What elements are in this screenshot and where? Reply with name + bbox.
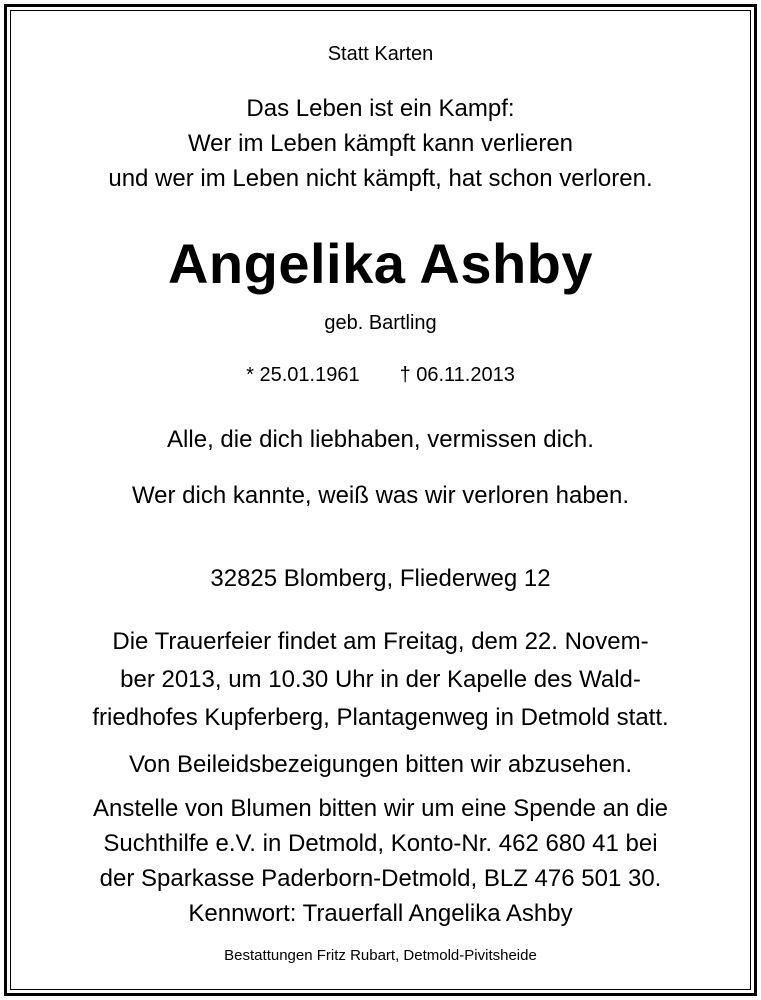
address: 32825 Blomberg, Fliederweg 12: [210, 565, 551, 592]
poem-line-2: Wer im Leben kämpft kann verlieren: [187, 130, 574, 157]
deceased-name: Angelika Ashby: [167, 232, 594, 295]
condolences-note: Von Beileidsbezeigungen bitten wir abzusehen.: [128, 751, 633, 778]
donation-line-3: der Sparkasse Paderborn-Detmold, BLZ 476 501 30.: [99, 865, 662, 892]
funeral-home: Bestattungen Fritz Rubart, Detmold-Pivitsheide: [224, 947, 537, 964]
death-date: † 06.11.2013: [399, 364, 515, 386]
message-line-2: Wer dich kannte, weiß was wir verloren haben.: [131, 482, 630, 509]
ceremony-line-3: friedhofes Kupferberg, Plantagenweg in Detmold statt.: [92, 704, 669, 731]
statt-karten: Statt Karten: [327, 43, 434, 65]
life-dates: [0, 365, 761, 385]
donation-line-4: Kennwort: Trauerfall Angelika Ashby: [188, 900, 573, 927]
poem-line-1: Das Leben ist ein Kampf:: [246, 95, 515, 122]
poem-line-3: und wer im Leben nicht kämpft, hat schon verloren.: [108, 165, 653, 192]
birth-name: geb. Bartling: [324, 312, 437, 334]
ceremony-line-1: Die Trauerfeier findet am Freitag, dem 22. Novem-: [112, 628, 649, 655]
birth-date: * 25.01.1961: [246, 364, 360, 386]
donation-line-2: Suchthilfe e.V. in Detmold, Konto-Nr. 462 680 41 bei: [103, 830, 658, 857]
message-line-1: Alle, die dich liebhaben, vermissen dich.: [167, 426, 594, 453]
donation-line-1: Anstelle von Blumen bitten wir um eine Spende an die: [92, 795, 668, 822]
ceremony-line-2: ber 2013, um 10.30 Uhr in der Kapelle des Wald-: [120, 666, 641, 693]
